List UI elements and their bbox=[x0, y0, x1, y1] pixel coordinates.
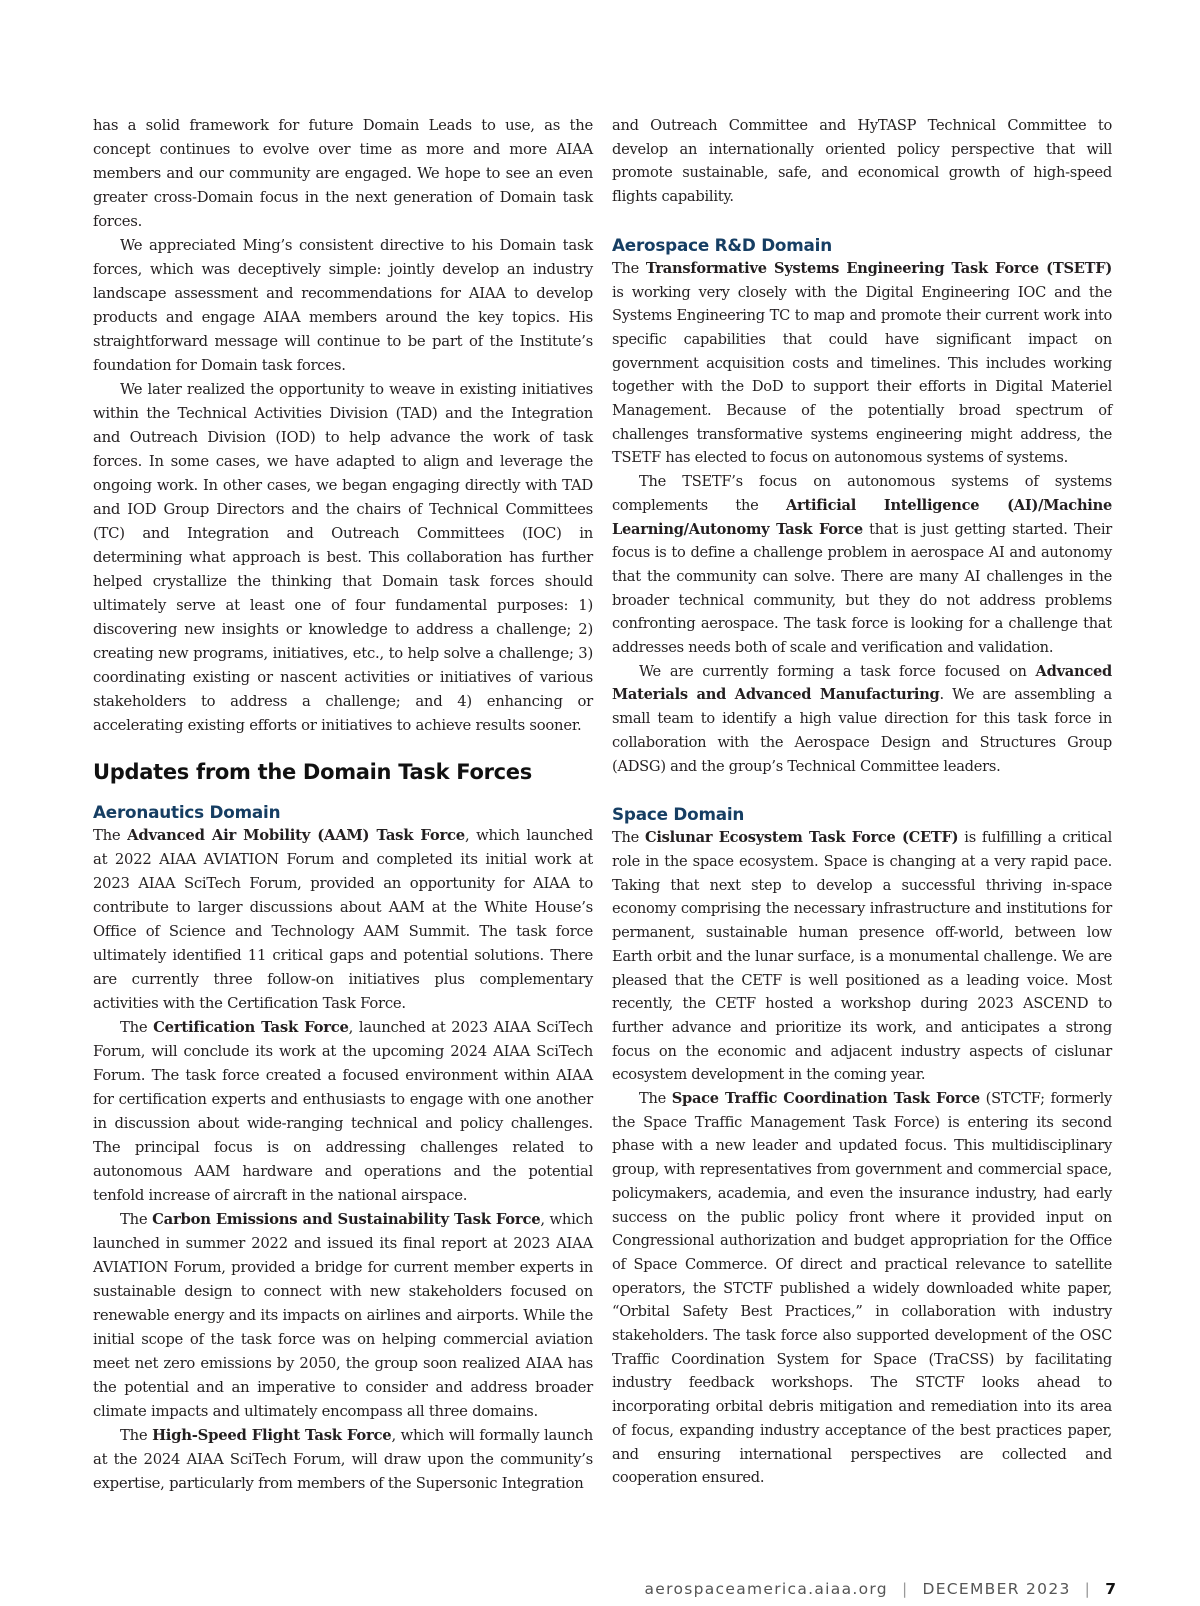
task-force-name: High-Speed Flight Task Force bbox=[152, 1427, 392, 1444]
paragraph-carbon: The Carbon Emissions and Sustainability Task Force, which launched in summer 2022 and issued its final report at 2023 AIAA AVIATION Forum, provided a bridge for current member experts in sustainable design to connect with new stakeholders focused on renewable energy and its impacts on airlines and airports. While the initial scope of the task force was on helping commercial aviation meet net zero emissions by 2050, the group soon realized AIAA has the potential and an imperative to consider and address broader climate impacts and ultimately encompass all three domains. bbox=[93, 1211, 593, 1420]
paragraph: has a solid framework for future Domain Leads to use, as the concept continues to evolve over time as more and more AIAA members and our community are engaged. We hope to see an even greater cross-Domain focus in the next generation of Domain task forces. bbox=[93, 117, 593, 230]
paragraph-tsetf: The Transformative Systems Engineering Task Force (TSETF) is working very closely with the Digital Engineering IOC and the Systems Engineering TC to map and promote their current work into specific capabilities that could have significant impact on government acquisition costs and timelines. This includes working together with the DoD to support their efforts in Digital Materiel Management. Because of the potentially broad spectrum of challenges transformative systems engineering might address, the TSETF has elected to focus on autonomous systems of systems. bbox=[612, 259, 1112, 467]
paragraph-materials: We are currently forming a task force focused on Advanced Materials and Advanced Manufacturing. We are assembling a small team to identify a high value direction for this task force in collaboration with the Aerospace Design and Structures Group (ADSG) and the group’s Technical Committee leaders. bbox=[612, 662, 1112, 775]
footer-issue-date: DECEMBER 2023 bbox=[922, 1580, 1071, 1598]
aeronautics-domain-heading: Aeronautics Domain bbox=[93, 802, 281, 822]
paragraph-ai: The TSETF’s focus on autonomous systems of systems complements the Artificial Intelligence (AI)/Machine Learning/Autonomy Task Force that is just getting started. Their focus is to define a challenge problem in aerospace AI and autonomy that the community can solve. There are many AI challenges in the broader technical community, but they do not address problems confronting aerospace. The task force is looking for a challenge that addresses needs both of scale and verification and validation. bbox=[612, 473, 1112, 657]
task-force-name: Carbon Emissions and Sustainability Task Force bbox=[152, 1211, 541, 1228]
task-force-name: Cislunar Ecosystem Task Force (CETF) bbox=[645, 829, 959, 847]
paragraph-aam: The Advanced Air Mobility (AAM) Task Force, which launched at 2022 AIAA AVIATION Forum and completed its initial work at 2023 AIAA SciTech Forum, provided an opportunity for AIAA to contribute to larger discussions about AAM at the White House’s Office of Science and Technology AAM Summit. The task force ultimately identified 11 critical gaps and potential solutions. There are currently three follow-on initiatives plus complementary activities with the Certification Task Force. bbox=[93, 827, 593, 1012]
page-number: 7 bbox=[1105, 1580, 1116, 1598]
task-force-name: Advanced Materials and Advanced Manufacturing bbox=[612, 662, 1112, 704]
space-domain-heading: Space Domain bbox=[612, 804, 745, 825]
task-force-name: Certification Task Force bbox=[153, 1019, 349, 1036]
footer-site-url: aerospaceamerica.aiaa.org bbox=[644, 1580, 888, 1598]
paragraph-high-speed: The High-Speed Flight Task Force, which will formally launch at the 2024 AIAA SciTech Forum, will draw upon the community’s expertise, particularly from members of the Supersonic Integration bbox=[93, 1427, 593, 1492]
footer-separator: | bbox=[901, 1580, 909, 1598]
rd-domain-heading: Aerospace R&D Domain bbox=[612, 234, 832, 255]
paragraph: and Outreach Committee and HyTASP Technical Committee to develop an internationally oriented policy perspective that will promote sustainable, safe, and economical growth of high-speed flights capability. bbox=[612, 117, 1112, 206]
paragraph-certification: The Certification Task Force, launched at 2023 AIAA SciTech Forum, will conclude its work at the upcoming 2024 AIAA SciTech Forum. The task force created a focused environment within AIAA for certification experts and enthusiasts to engage with one another in discussion about wide-ranging technical and policy challenges. The principal focus is on addressing challenges related to autonomous AAM hardware and operations and the potential tenfold increase of aircraft in the national airspace. bbox=[93, 1019, 593, 1204]
task-force-name: Space Traffic Coordination Task Force bbox=[671, 1090, 980, 1108]
footer-separator: | bbox=[1084, 1580, 1092, 1598]
task-force-name: Artificial Intelligence (AI)/Machine Learning/Autonomy Task Force bbox=[612, 496, 1112, 538]
paragraph: We later realized the opportunity to weave in existing initiatives within the Technical Activities Division (TAD) and the Integration and Outreach Division (IOD) to help advance the work of task forces. In some cases, we have adapted to align and leverage the ongoing work. In other cases, we began engaging directly with TAD and IOD Group Directors and the chairs of Technical Committees (TC) and Integration and Outreach Committees (IOC) in determining what approach is best. This collaboration has further helped crystallize the thinking that Domain task forces should ultimately serve at least one of four fundamental purposes: 1) discovering new insights or knowledge to address a challenge; 2) creating new programs, initiatives, etc., to help solve a challenge; 3) coordinating existing or nascent activities or initiatives of various stakeholders to address a challenge; and 4) enhancing or accelerating existing efforts or initiatives to achieve results sooner. bbox=[93, 381, 593, 734]
paragraph-stctf: The Space Traffic Coordination Task Force (STCTF; formerly the Space Traffic Management Task Force) is entering its second phase with a new leader and updated focus. This multidisciplinary group, with representatives from government and commercial space, policymakers, academia, and even the insurance industry, had early success on the public policy front where it provided input on Congressional authorization and budget appropriation for the Office of Space Commerce. Of direct and practical relevance to satellite operators, the STCTF published a widely downloaded white paper, “Orbital Safety Best Practices,” in collaboration with industry stakeholders. The task force also supported development of the OSC Traffic Coordination System for Space (TraCSS) by facilitating industry feedback workshops. The STCTF looks ahead to incorporating orbital debris mitigation and remediation into its area of focus, expanding industry acceptance of the best practices paper, and ensuring international perspectives are collected and cooperation ensured. bbox=[612, 1090, 1112, 1487]
page-footer bbox=[645, 1580, 1117, 1598]
task-force-name: Transformative Systems Engineering Task Force (TSETF) bbox=[645, 259, 1112, 277]
paragraph-cetf: The Cislunar Ecosystem Task Force (CETF) is fulfilling a critical role in the space ecosystem. Space is changing at a very rapid pace. Taking that next step to develop a successful thriving in-space economy comprising the necessary infrastructure and institutions for permanent, sustainable human presence off-world, between low Earth orbit and the lunar surface, is a monumental challenge. We are pleased that the CETF is well positioned as a leading voice. Most recently, the CETF hosted a workshop during 2023 ASCEND to further advance and prioritize its work, and anticipates a strong focus on the economic and adjacent industry aspects of cislunar ecosystem development in the coming year. bbox=[612, 829, 1112, 1084]
paragraph: We appreciated Ming’s consistent directive to his Domain task forces, which was deceptively simple: jointly develop an industry landscape assessment and recommendations for AIAA to develop products and engage AIAA members around the key topics. His straightforward message will continue to be part of the Institute’s foundation for Domain task forces. bbox=[93, 237, 593, 374]
task-force-name: Advanced Air Mobility (AAM) Task Force bbox=[127, 827, 465, 844]
right-column bbox=[612, 114, 1112, 1490]
left-column bbox=[93, 114, 593, 1496]
section-heading: Updates from the Domain Task Forces bbox=[93, 760, 532, 784]
